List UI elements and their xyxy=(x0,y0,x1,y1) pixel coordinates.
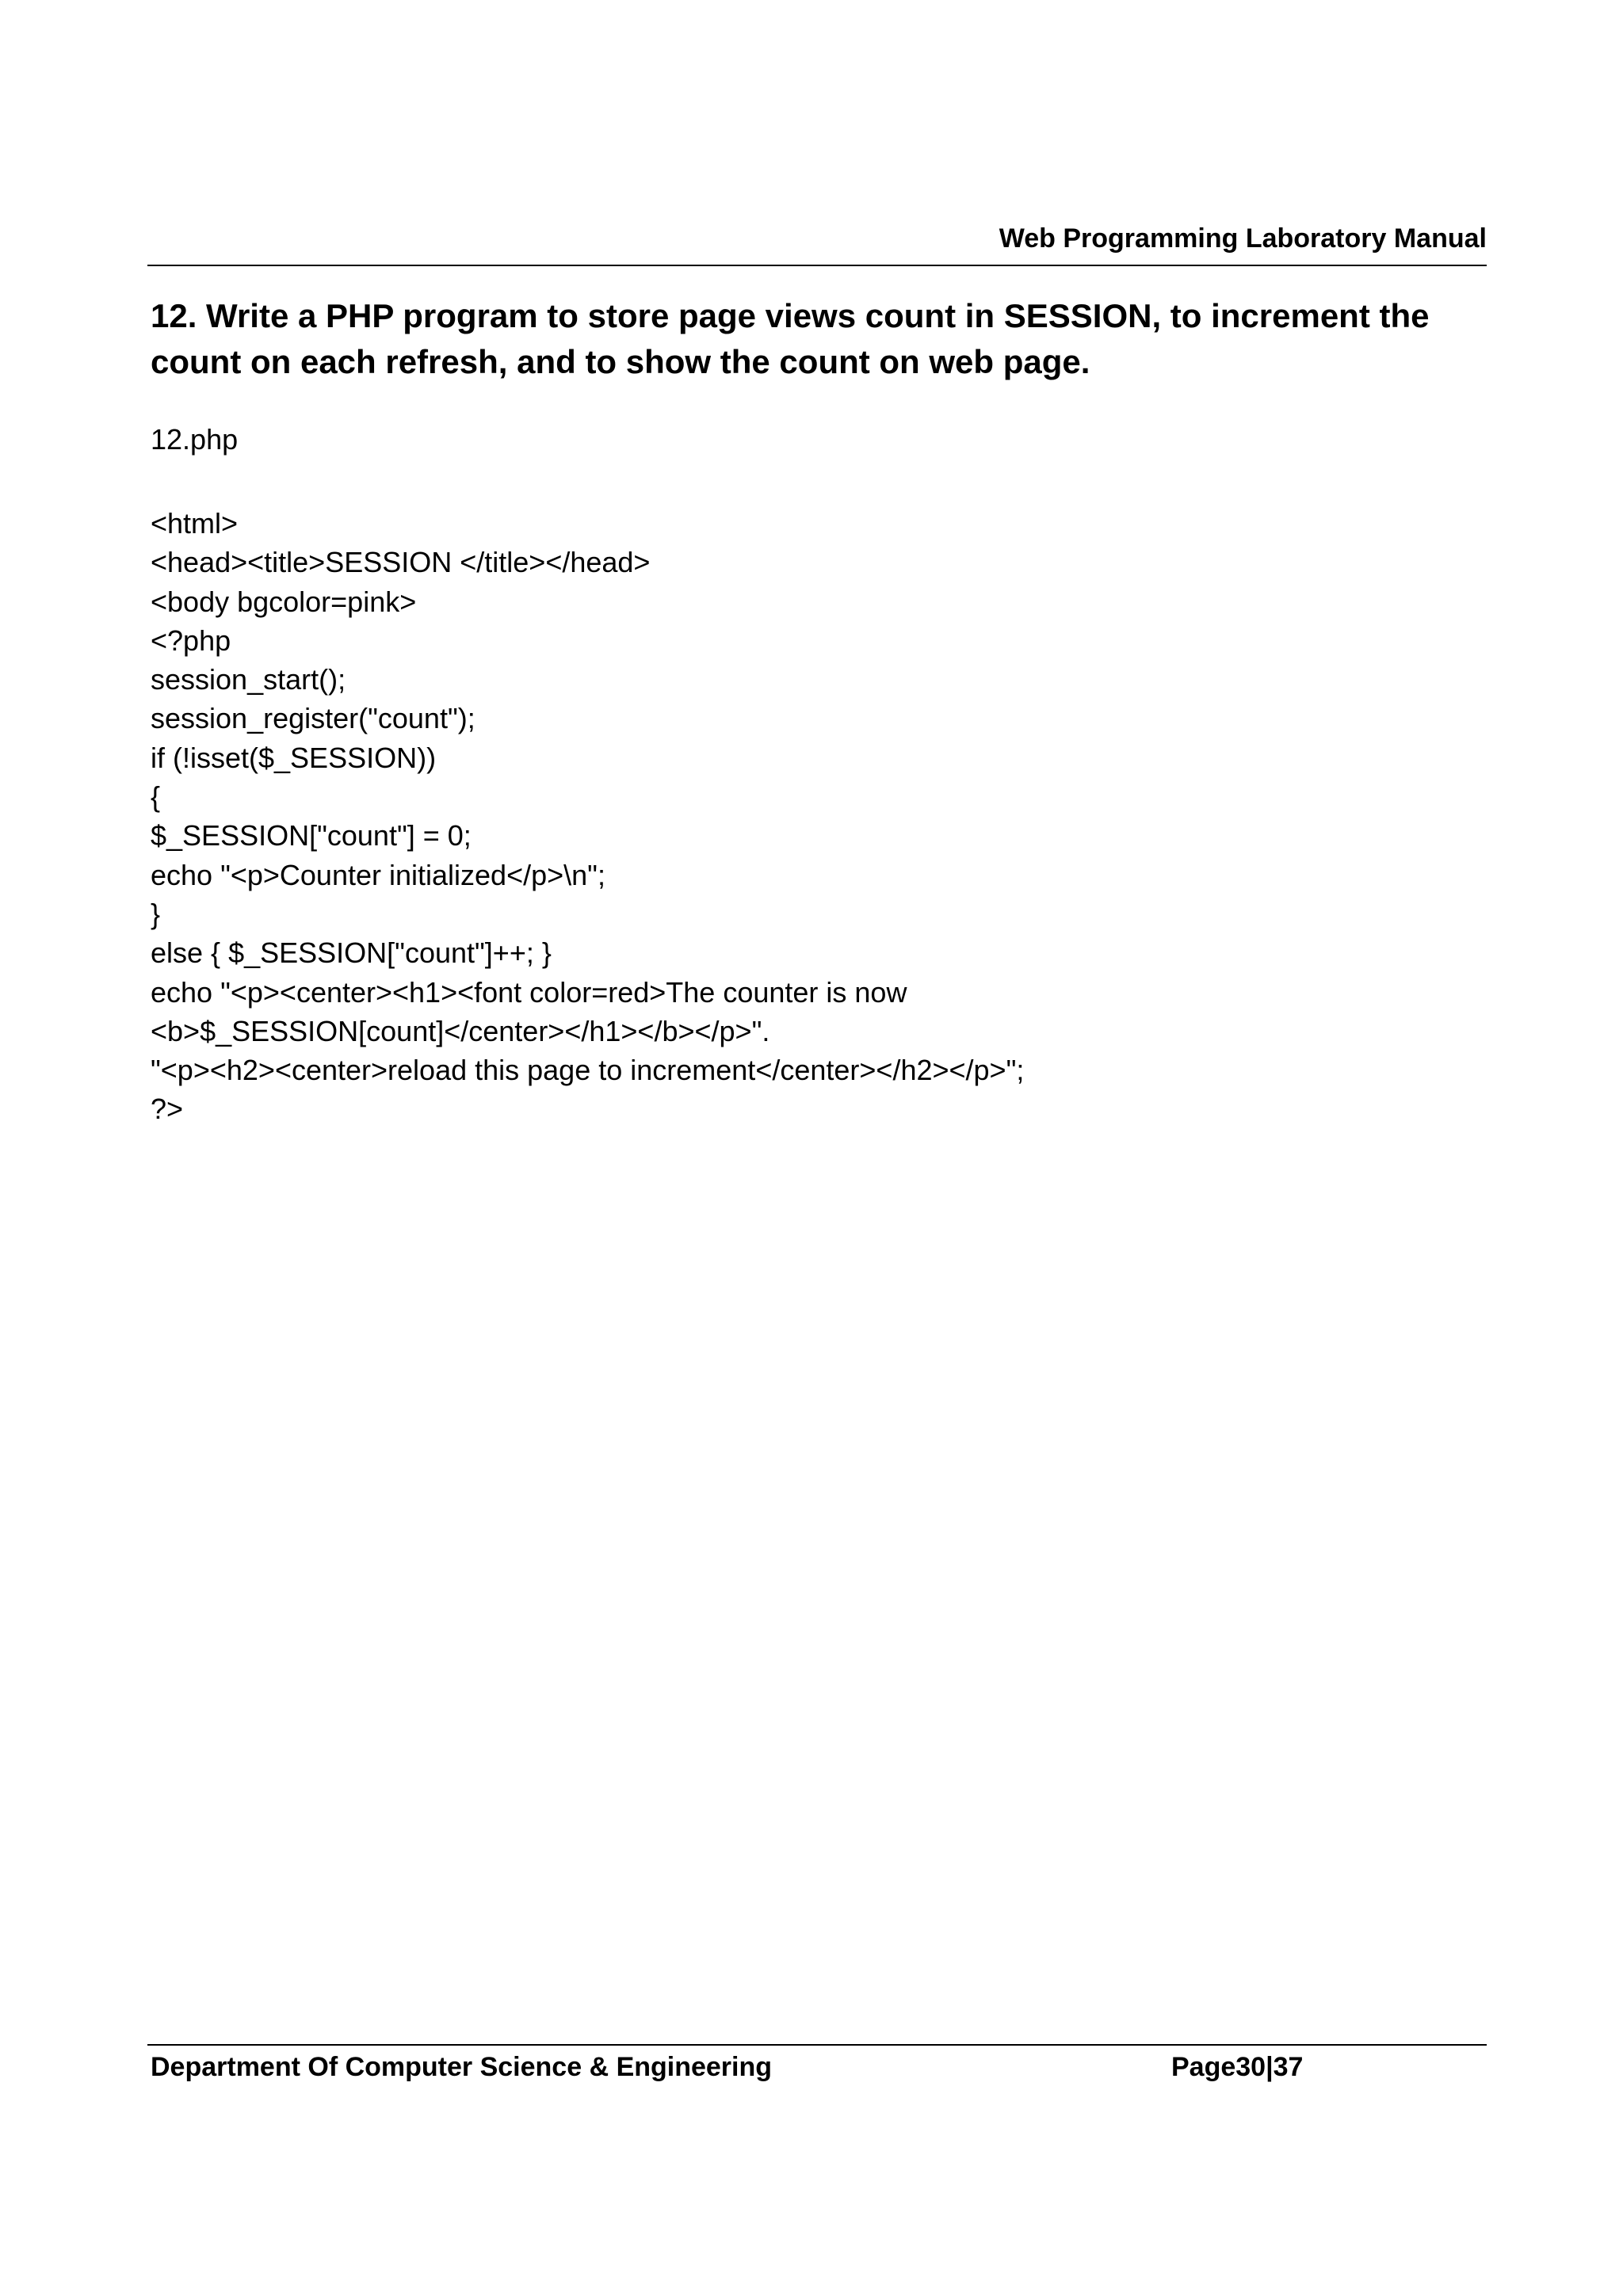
code-line: session_start(); xyxy=(151,663,346,696)
question-heading: 12. Write a PHP program to store page views count in SESSION, to increment the count on each refresh, and to show the count on web page. xyxy=(151,297,1430,380)
code-line: "<p><h2><center>reload this page to increment</center></h2></p>"; xyxy=(151,1054,1025,1087)
code-line: $_SESSION["count"] = 0; xyxy=(151,819,472,852)
file-name: 12.php xyxy=(151,423,239,456)
code-listing xyxy=(151,504,1466,1129)
code-line: ?> xyxy=(151,1093,184,1126)
footer-divider xyxy=(147,2044,1487,2046)
code-line: echo "<p>Counter initialized</p>\n"; xyxy=(151,858,605,891)
code-line: <head><title>SESSION </title></head> xyxy=(151,546,651,579)
code-line: echo "<p><center><h1><font color=red>The counter is now xyxy=(151,975,907,1009)
code-line: <b>$_SESSION[count]</center></h1></b></p>". xyxy=(151,1014,770,1047)
code-line: else { $_SESSION["count"]++; } xyxy=(151,936,552,970)
page-number: Page30|37 xyxy=(1171,2052,1304,2082)
header-divider xyxy=(147,265,1487,266)
code-line: if (!isset($_SESSION)) xyxy=(151,741,437,774)
footer-department: Department Of Computer Science & Engineering xyxy=(151,2052,773,2082)
running-header: Web Programming Laboratory Manual xyxy=(999,223,1487,254)
code-line: <?php xyxy=(151,624,231,657)
code-line: } xyxy=(151,897,161,930)
code-line: { xyxy=(151,780,161,814)
code-line: session_register("count"); xyxy=(151,702,475,735)
code-line: <html> xyxy=(151,507,239,540)
code-line: <body bgcolor=pink> xyxy=(151,585,417,618)
